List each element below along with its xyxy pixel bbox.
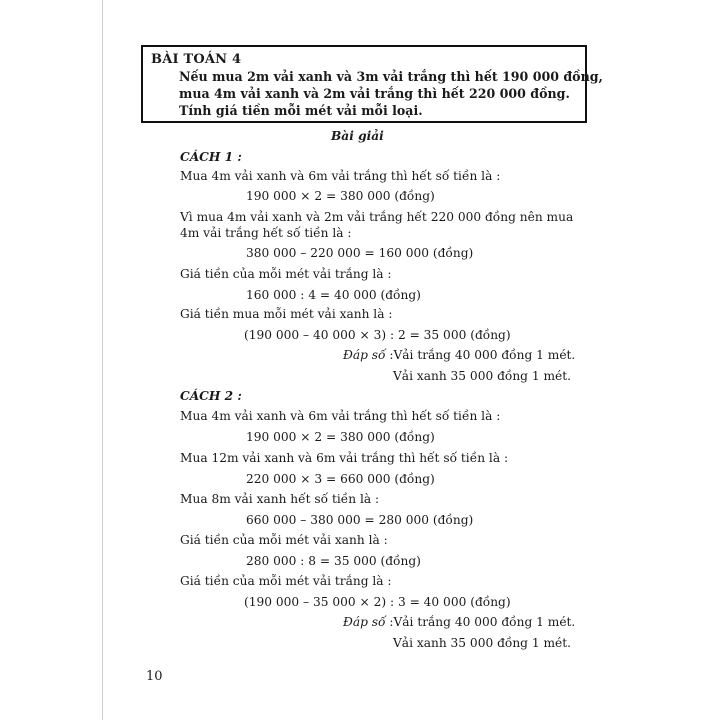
method1-heading: CÁCH 1 :: [180, 150, 242, 164]
method2-answer-1: :Vải trắng 40 000 đồng 1 mét.: [385, 615, 576, 629]
method1-answer-1: :Vải trắng 40 000 đồng 1 mét.: [385, 348, 576, 362]
problem-line-3: Tính giá tiền mỗi mét vải mỗi loại.: [179, 103, 423, 118]
method1-line-2a: Vì mua 4m vải xanh và 2m vải trắng hết 220 000 đồng nên mua: [180, 210, 574, 224]
problem-box: [141, 45, 603, 123]
problem-line-2: mua 4m vải xanh và 2m vải trắng thì hết 220 000 đồng.: [179, 86, 570, 101]
method2-answer-2: Vải xanh 35 000 đồng 1 mét.: [393, 636, 572, 650]
method2-line-1: Mua 4m vải xanh và 6m vải trắng thì hết số tiền là :: [180, 409, 501, 423]
method1-answer-2: Vải xanh 35 000 đồng 1 mét.: [393, 369, 572, 383]
method1-line-3: Giá tiền của mỗi mét vải trắng là :: [180, 267, 392, 281]
problem-line-1: Nếu mua 2m vải xanh và 3m vải trắng thì hết 190 000 đồng,: [179, 69, 603, 84]
problem-title: BÀI TOÁN 4: [151, 52, 242, 67]
method2-line-2: Mua 12m vải xanh và 6m vải trắng thì hết số tiền là :: [180, 451, 509, 465]
method1-line-4: Giá tiền mua mỗi mét vải xanh là :: [180, 307, 393, 321]
method2-answer-line-1: [343, 615, 575, 630]
method2-calc-1: 190 000 × 2 = 380 000 (đồng): [246, 430, 435, 444]
page-number: 10: [146, 669, 163, 684]
method1-answer-label: Đáp số: [343, 348, 386, 362]
method2-calc-5: (190 000 – 35 000 × 2) : 3 = 40 000 (đồng): [244, 595, 511, 609]
method2-heading: CÁCH 2 :: [180, 389, 242, 403]
method1-answer-line-1: [343, 348, 575, 363]
method2-line-4: Giá tiền của mỗi mét vải xanh là :: [180, 533, 388, 547]
method2-answer-label: Đáp số: [343, 615, 386, 629]
page-spine-line: [102, 0, 103, 720]
method2-line-3: Mua 8m vải xanh hết số tiền là :: [180, 492, 380, 506]
method2-calc-4: 280 000 : 8 = 35 000 (đồng): [246, 554, 421, 568]
solution-heading: Bài giải: [331, 129, 384, 143]
method1-calc-1: 190 000 × 2 = 380 000 (đồng): [246, 189, 435, 203]
method1-line-2b: 4m vải trắng hết số tiền là :: [180, 226, 352, 240]
method1-calc-3: 160 000 : 4 = 40 000 (đồng): [246, 288, 421, 302]
method1-calc-4: (190 000 – 40 000 × 3) : 2 = 35 000 (đồng): [244, 328, 511, 342]
method1-line-1: Mua 4m vải xanh và 6m vải trắng thì hết số tiền là :: [180, 169, 501, 183]
method2-calc-3: 660 000 – 380 000 = 280 000 (đồng): [246, 513, 474, 527]
method2-calc-2: 220 000 × 3 = 660 000 (đồng): [246, 472, 435, 486]
method2-line-5: Giá tiền của mỗi mét vải trắng là :: [180, 574, 392, 588]
method1-calc-2: 380 000 – 220 000 = 160 000 (đồng): [246, 246, 474, 260]
